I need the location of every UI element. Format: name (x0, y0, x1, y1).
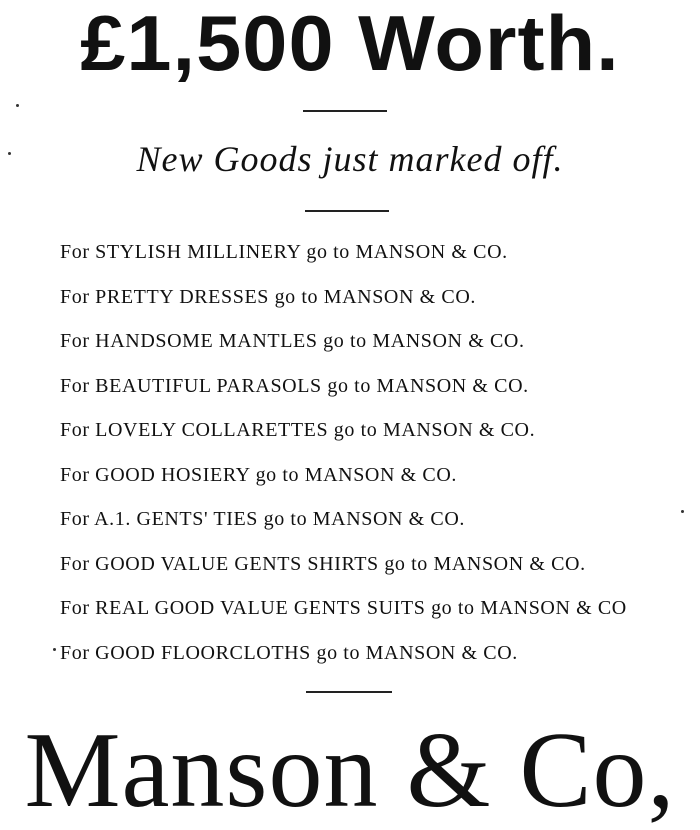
list-item: For A.1. GENTS' TIES go to MANSON & CO. (60, 508, 466, 530)
list-item: For HANDSOME MANTLES go to MANSON & CO. (60, 330, 525, 352)
list-item: For REAL GOOD VALUE GENTS SUITS go to MANSON & CO (60, 597, 627, 619)
signature-name: Manson & Co, (24, 711, 676, 830)
list-item: For STYLISH MILLINERY go to MANSON & CO. (60, 241, 508, 263)
ink-speck (53, 648, 56, 651)
product-list (60, 234, 696, 679)
list-item: For GOOD FLOORCLOTHS go to MANSON & CO. (60, 641, 518, 664)
list-item: For GOOD VALUE GENTS SHIRTS go to MANSON & CO. (60, 552, 586, 575)
list-item: For PRETTY DRESSES go to MANSON & CO. (60, 285, 476, 308)
divider-rule (303, 110, 387, 112)
divider-rule (306, 691, 392, 693)
list-item: For GOOD HOSIERY go to MANSON & CO. (60, 463, 457, 486)
headline: £1,500 Worth. (80, 0, 620, 87)
ink-speck (16, 104, 19, 107)
ink-speck (8, 152, 11, 155)
divider-rule (305, 210, 389, 212)
subheadline: New Goods just marked off. (136, 139, 564, 179)
ink-speck (681, 510, 684, 513)
list-item: For BEAUTIFUL PARASOLS go to MANSON & CO. (60, 374, 529, 397)
list-item: For LOVELY COLLARETTES go to MANSON & CO. (60, 419, 536, 441)
